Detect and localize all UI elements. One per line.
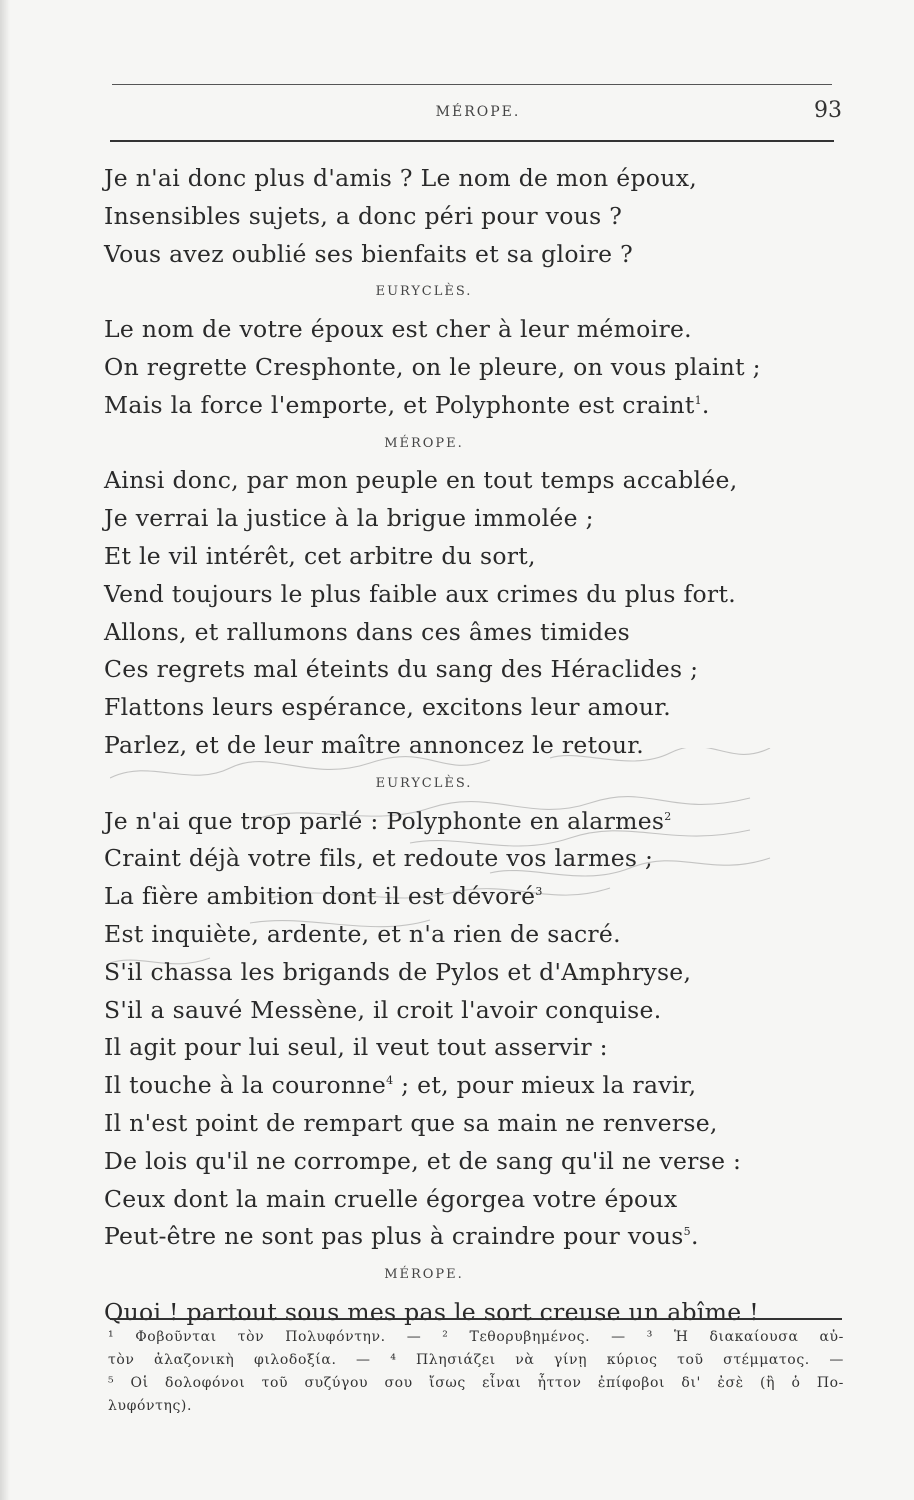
footnote-line: λυφόντης). bbox=[108, 1398, 193, 1414]
verse-line-text: Je verrai la justice à la brigue immolée ; bbox=[104, 504, 594, 533]
footnote-line: ⁵ Οἱ δολοφόνοι τοῦ συζύγου σου ἴσως εἶναι ἧττον ἐπίφοβοι δι' ἐσὲ (ἢ ὁ Πο- bbox=[108, 1375, 844, 1391]
speaker-name: EURYCLÈS. bbox=[375, 775, 473, 791]
page-number: 93 bbox=[814, 98, 842, 123]
verse-line bbox=[104, 1067, 804, 1105]
footnote-marker: 4 bbox=[386, 1074, 394, 1088]
verse-line bbox=[104, 727, 804, 765]
verse-line-text: Insensibles sujets, a donc péri pour vous ? bbox=[104, 201, 623, 230]
speaker-name: MÉROPE. bbox=[384, 1267, 464, 1283]
footnote-marker: 2 bbox=[664, 809, 672, 823]
verse-line-text: Il n'est point de rempart que sa main ne renverse, bbox=[104, 1108, 718, 1137]
verse-line-text: Vous avez oublié ses bienfaits et sa gloire ? bbox=[104, 239, 633, 268]
verse-line bbox=[104, 614, 804, 652]
footnote-marker: 1 bbox=[694, 393, 702, 407]
verse-line bbox=[104, 878, 804, 916]
page-header bbox=[110, 96, 846, 132]
verse-line-text: Vend toujours le plus faible aux crimes du plus fort. bbox=[104, 579, 736, 608]
verse-line bbox=[104, 387, 804, 425]
verse-line-text: De lois qu'il ne corrompe, et de sang qu'il ne verse : bbox=[104, 1146, 742, 1175]
header-rule bbox=[110, 140, 834, 142]
verse-line bbox=[104, 576, 804, 614]
verse-line bbox=[104, 992, 804, 1030]
verse-text bbox=[104, 160, 804, 1332]
verse-line-text: Quoi ! partout sous mes pas le sort creuse un abîme ! bbox=[104, 1297, 759, 1326]
verse-line-text: On regrette Cresphonte, on le pleure, on vous plaint ; bbox=[104, 352, 761, 381]
verse-line bbox=[104, 236, 804, 274]
verse-line bbox=[104, 349, 804, 387]
verse-line-tail: . bbox=[690, 1222, 699, 1251]
verse-line-text: Peut-être ne sont pas plus à craindre pour vous bbox=[104, 1222, 684, 1251]
verse-line bbox=[104, 311, 804, 349]
verse-line-text: Le nom de votre époux est cher à leur mémoire. bbox=[104, 315, 692, 344]
verse-line-tail: . bbox=[701, 390, 710, 419]
verse-line bbox=[104, 198, 804, 236]
verse-line bbox=[104, 954, 804, 992]
verse-line-text: Craint déjà votre fils, et redoute vos larmes ; bbox=[104, 844, 654, 873]
verse-line-text: Je n'ai que trop parlé : Polyphonte en alarmes bbox=[104, 806, 665, 835]
page-gutter-shadow bbox=[0, 0, 10, 1500]
verse-line-text: Je n'ai donc plus d'amis ? Le nom de mon époux, bbox=[104, 164, 698, 192]
verse-line-text: Flattons leurs espérance, excitons leur amour. bbox=[104, 693, 672, 722]
footnote-line: τὸν ἀλαζονικὴ φιλοδοξία. — ⁴ Πλησιάζει νὰ γίνῃ κύριος τοῦ στέμματος. — bbox=[108, 1352, 844, 1368]
verse-line-text: Parlez, et de leur maître annoncez le retour. bbox=[104, 730, 644, 759]
footnote-marker: 5 bbox=[683, 1225, 691, 1239]
verse-line-text: Allons, et rallumons dans ces âmes timides bbox=[104, 617, 631, 646]
verse-line-text: Ainsi donc, par mon peuple en tout temps accablée, bbox=[104, 466, 738, 495]
footnote-rule bbox=[110, 1318, 842, 1320]
verse-line bbox=[104, 462, 804, 500]
verse-line-text: Et le vil intérêt, cet arbitre du sort, bbox=[104, 541, 536, 570]
top-rule bbox=[112, 84, 832, 85]
verse-line bbox=[104, 803, 804, 841]
verse-line-text: La fière ambition dont il est dévoré bbox=[104, 882, 536, 911]
verse-line bbox=[104, 1105, 804, 1143]
footnote-line: ¹ Φοβοῦνται τὸν Πολυφόντην. — ² Τεθορυβημένος. — ³ Ἡ διακαίουσα αὐ- bbox=[108, 1329, 844, 1345]
speaker-name: MÉROPE. bbox=[384, 435, 464, 451]
running-title: MÉROPE. bbox=[435, 104, 521, 120]
verse-line bbox=[104, 500, 804, 538]
verse-line bbox=[104, 1181, 804, 1219]
footnotes bbox=[108, 1326, 844, 1418]
verse-line bbox=[104, 538, 804, 576]
verse-line-text: S'il chassa les brigands de Pylos et d'Amphryse, bbox=[104, 957, 692, 986]
verse-line bbox=[104, 1218, 804, 1256]
footnote-marker: 3 bbox=[535, 885, 543, 899]
verse-line-text: Est inquiète, ardente, et n'a rien de sacré. bbox=[104, 919, 621, 948]
verse-line bbox=[104, 689, 804, 727]
verse-line-text: Ces regrets mal éteints du sang des Héraclides ; bbox=[104, 655, 699, 684]
verse-line-text: S'il a sauvé Messène, il croit l'avoir conquise. bbox=[104, 995, 662, 1024]
verse-line bbox=[104, 1143, 804, 1181]
verse-line bbox=[104, 916, 804, 954]
verse-line-text: Il agit pour lui seul, il veut tout asservir : bbox=[104, 1033, 608, 1062]
verse-line bbox=[104, 840, 804, 878]
verse-line bbox=[104, 1029, 804, 1067]
verse-line-tail: ; et, pour mieux la ravir, bbox=[393, 1071, 697, 1100]
verse-line bbox=[104, 651, 804, 689]
verse-line-text: Mais la force l'emporte, et Polyphonte est craint bbox=[104, 390, 695, 419]
verse-line-text: Ceux dont la main cruelle égorgea votre époux bbox=[104, 1184, 678, 1213]
verse-line-text: Il touche à la couronne bbox=[104, 1071, 387, 1100]
verse-line bbox=[104, 160, 804, 198]
speaker-name: EURYCLÈS. bbox=[375, 284, 473, 300]
